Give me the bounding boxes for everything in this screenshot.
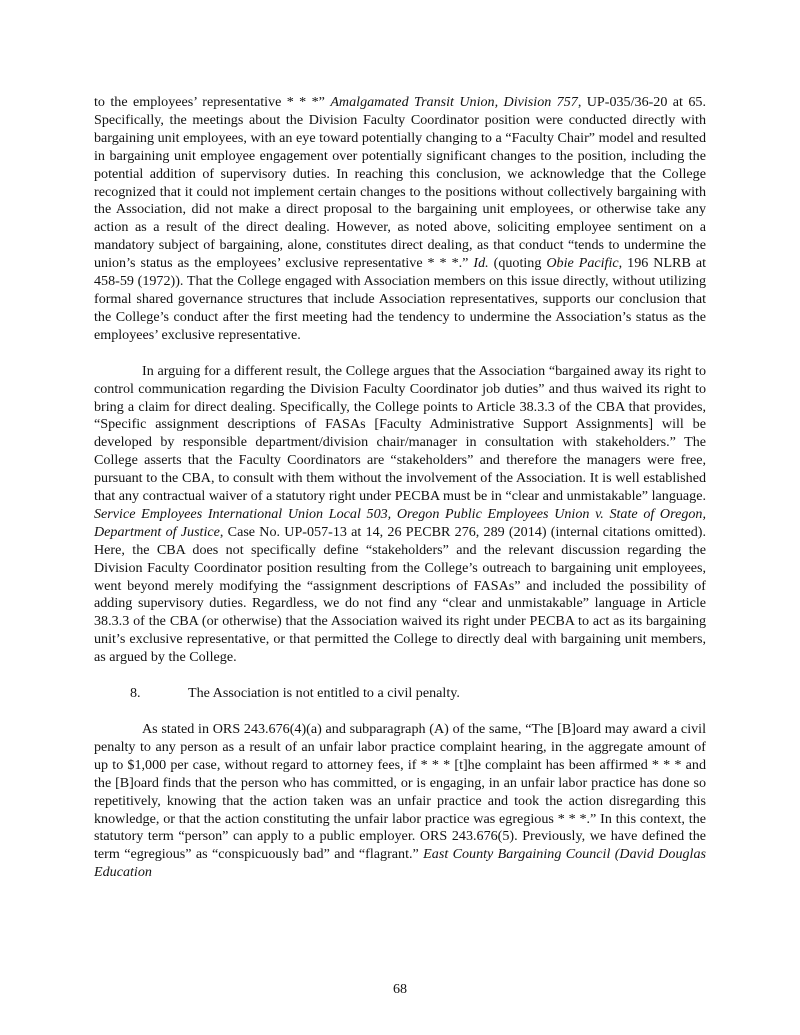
body-text	[94, 94, 706, 900]
paragraph-waiver-argument: In arguing for a different result, the College argues that the Association “bargained away its right to control communication regarding the Division Faculty Coordinator job duties” and thus waived its right to bring a claim for direct dealing. Specifically, the College points to Article 38.3.3 of the CBA that provides, “Specific assignment descriptions of FASAs [Faculty Administrative Support Assignments] will be developed by responsible department/division chair/manager in consultation with stakeholders.” The College asserts that the Faculty Coordinators are “stakeholders” and therefore the managers were free, pursuant to the CBA, to consult with them without the involvement of the Association. It is well established that any contractual waiver of a statutory right under PECBA must be in “clear and unmistakable” language. Service Employees International Union Local 503, Oregon Public Employees Union v. State of Oregon, Department of Justice, Case No. UP-057-13 at 14, 26 PECBR 276, 289 (2014) (internal citations omitted). Here, the CBA does not specifically define “stakeholders” and the relevant discussion regarding the Division Faculty Coordinator position resulting from the College’s outreach to bargaining unit employees, went beyond merely modifying the “assignment descriptions of FASAs” and included the possibility of adding supervisory duties. Regardless, we do not find any “clear and unmistakable” language in Article 38.3.3 of the CBA (or otherwise) that the Association waived its right under PECBA to act as its bargaining unit’s exclusive representative, or that permitted the College to directly deal with bargaining unit members, as argued by the College.	[94, 362, 706, 666]
section-heading-text: The Association is not entitled to a civil penalty.	[188, 685, 460, 702]
case-citation: East County Bargaining Council (David Douglas Education	[94, 846, 706, 881]
section-number: 8.	[130, 685, 141, 702]
case-citation: Id.	[473, 255, 489, 272]
paragraph-direct-dealing-conclusion: to the employees’ representative * * *” Amalgamated Transit Union, Division 757, UP-035/36-20 at 65. Specifically, the meetings about the Division Faculty Coordinator position were conducted directly with bargaining unit employees, with an eye toward potentially changing to a “Faculty Chair” model and resulted in bargaining unit employee engagement over potentially significant changes to the position, including the potential addition of supervisory duties. In reaching this conclusion, we acknowledge that the College recognized that it could not implement certain changes to the positions without collectively bargaining with the Association, did not make a direct proposal to the bargaining unit employees, or otherwise take any action as a result of the direct dealing. However, as noted above, soliciting employee sentiment on a mandatory subject of bargaining, alone, constitutes direct dealing, as that conduct “tends to undermine the union’s status as the employees’ exclusive representative * * *.” Id. (quoting Obie Pacific, 196 NLRB at 458-59 (1972)). That the College engaged with Association members on this issue directly, without utilizing formal shared governance structures that include Association representatives, supports our conclusion that the College’s conduct after the first meeting had the tendency to undermine the Association’s status as the employees’ exclusive representative.	[94, 94, 706, 343]
page-number: 68	[392, 981, 408, 997]
case-citation: Obie Pacific	[546, 255, 619, 272]
case-citation: Service Employees International Union Local 503, Oregon Public Employees Union v. State of Oregon, Department of Justice	[94, 505, 706, 540]
case-citation: Amalgamated Transit Union, Division 757	[330, 94, 578, 110]
paragraph-civil-penalty: As stated in ORS 243.676(4)(a) and subparagraph (A) of the same, “The [B]oard may award a civil penalty to any person as a result of an unfair labor practice complaint hearing, in the aggregate amount of up to $1,000 per case, without regard to attorney fees, if * * * [t]he complaint has been affirmed * * * and the [B]oard finds that the person who has committed, or is engaging, in an unfair labor practice has done so repetitively, knowing that the action taken was an unfair practice and took the action disregarding this knowledge, or that the action constituting the unfair labor practice was egregious * * *.” In this context, the statutory term “person” can apply to a public employer. ORS 243.676(5). Previously, we have defined the term “egregious” as “conspicuously bad” and “flagrant.” East County Bargaining Council (David Douglas Education	[94, 721, 706, 881]
section-heading	[94, 685, 706, 703]
